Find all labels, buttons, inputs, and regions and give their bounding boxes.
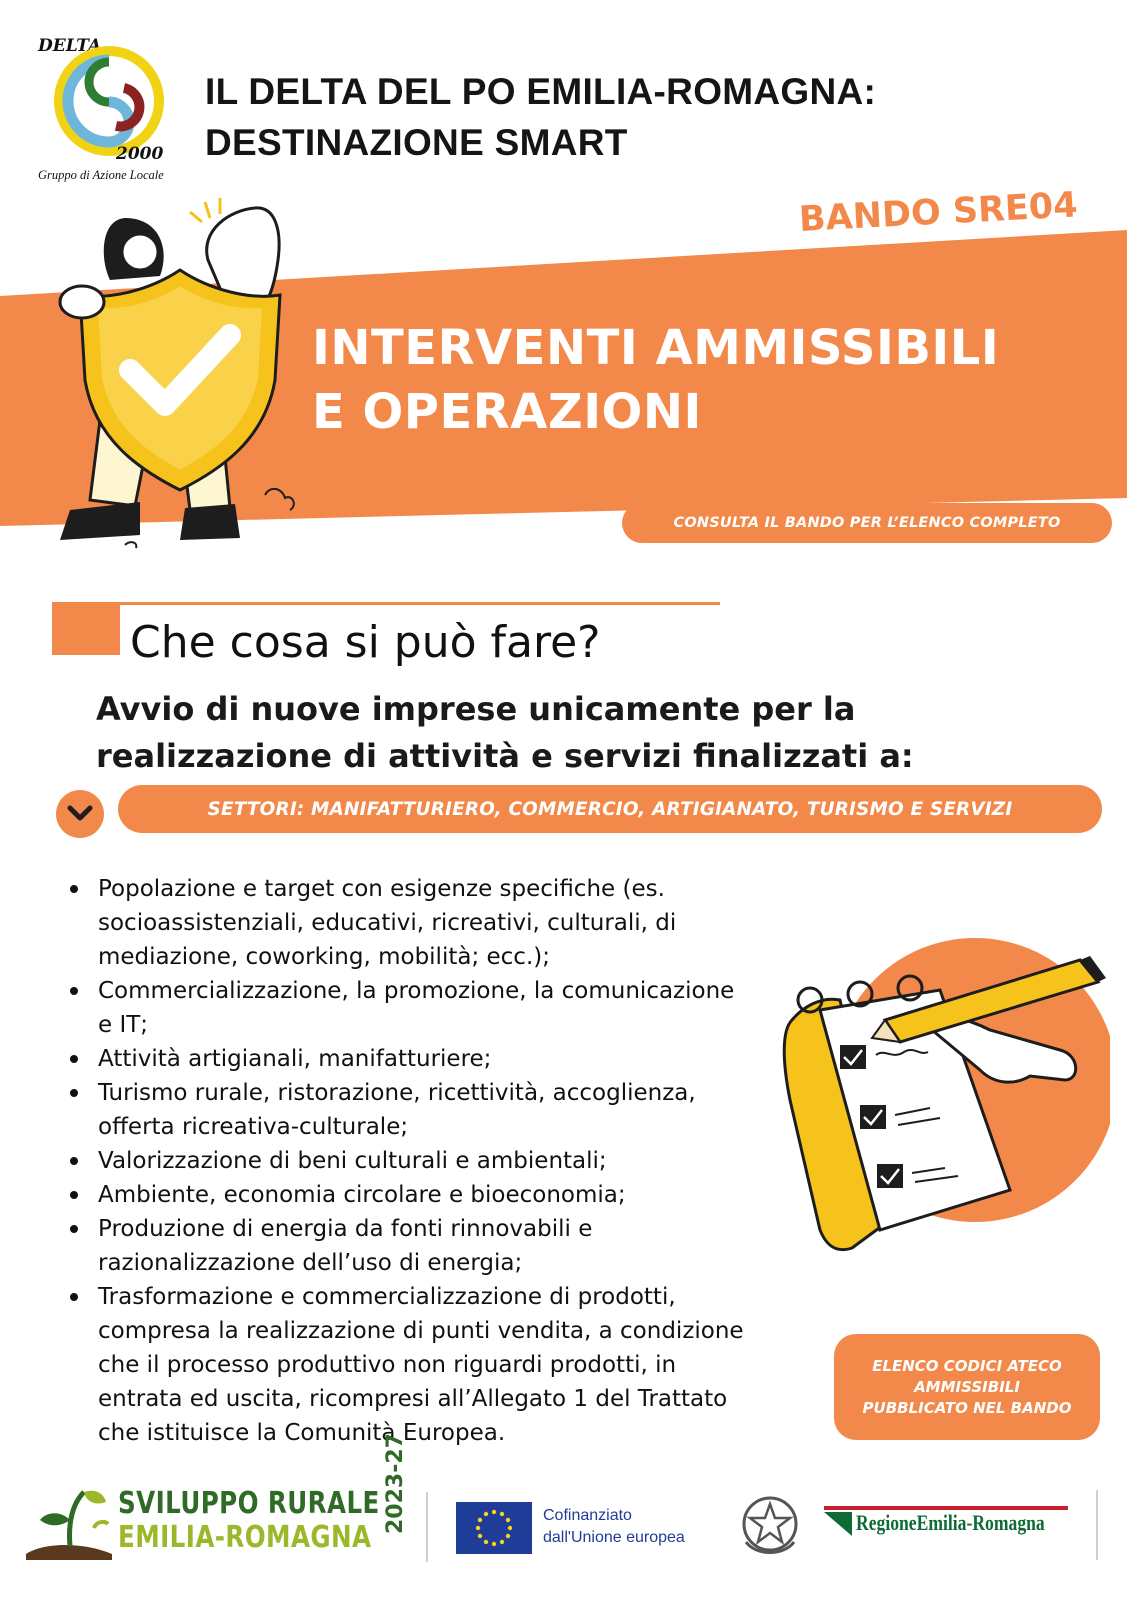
bando-label: BANDO SRE04: [798, 185, 1079, 240]
list-item-line: mediazione, coworking, mobilità; ecc.);: [98, 944, 550, 970]
eu-flag-icon: [456, 1502, 532, 1554]
checklist-pencil-illustration: [780, 930, 1110, 1270]
eu-line2: dall'Unione europea: [543, 1529, 685, 1546]
sviluppo-rurale-logo: [118, 1487, 380, 1555]
band-title-line2: E OPERAZIONI: [312, 384, 702, 440]
bullet-icon: [70, 1055, 78, 1063]
list-item: [62, 1076, 822, 1144]
bullet-icon: [70, 885, 78, 893]
ateco-pill: [834, 1334, 1100, 1440]
list-item-line: Produzione di energia da fonti rinnovabili e: [98, 1216, 593, 1242]
list-item-line: socioassistenziali, educativi, ricreativi, culturali, di: [98, 910, 677, 936]
list-item-line: Popolazione e target con esigenze specifiche (es.: [98, 876, 665, 902]
settori-pill: SETTORI: MANIFATTURIERO, COMMERCIO, ARTIGIANATO, TURISMO E SERVIZI: [118, 785, 1102, 833]
list-item: [62, 1280, 822, 1450]
list-item: [62, 1144, 822, 1178]
eu-stars: [456, 1502, 532, 1554]
section-heading: Che cosa si può fare?: [130, 617, 601, 668]
band-title-line1: INTERVENTI AMMISSIBILI: [312, 320, 1000, 376]
list-item-line: entrata ed uscita, ricompresi all’Allegato 1 del Trattato: [98, 1386, 728, 1412]
list-item: [62, 1212, 822, 1280]
list-item-line: Trasformazione e commercializzazione di prodotti,: [98, 1284, 676, 1310]
page-title-line2: DESTINAZIONE SMART: [205, 122, 628, 163]
page-title-line1: IL DELTA DEL PO EMILIA-ROMAGNA:: [205, 71, 877, 112]
srl-line1: SVILUPPO RURALE: [118, 1486, 380, 1521]
chevron-glyph: [67, 805, 93, 823]
eu-line1: Cofinanziato: [543, 1507, 632, 1524]
interventi-list: [62, 872, 822, 1450]
list-item: [62, 1042, 822, 1076]
consulta-bando-pill: CONSULTA IL BANDO PER L’ELENCO COMPLETO: [622, 503, 1112, 543]
section-intro: [96, 686, 914, 780]
chevron-down-icon: [56, 790, 104, 838]
bullet-icon: [70, 1225, 78, 1233]
list-item-line: Turismo rurale, ristorazione, ricettività, accoglienza,: [98, 1080, 696, 1106]
shield-check-illustration: [30, 190, 330, 560]
eu-cofinanced-text: [543, 1505, 685, 1549]
region-name: RegioneEmilia-Romagna: [856, 1510, 1045, 1535]
list-item-line: offerta ricreativa-culturale;: [98, 1114, 409, 1140]
section-marker: [52, 605, 120, 655]
sprout-logo: [24, 1484, 114, 1560]
italian-emblem-icon: [738, 1490, 802, 1562]
region-mark: [824, 1512, 852, 1536]
srl-line2: EMILIA-ROMAGNA: [118, 1520, 372, 1555]
footer-divider-right: [1096, 1490, 1098, 1560]
list-item-line: razionalizzazione dell’uso di energia;: [98, 1250, 523, 1276]
list-item-line: che istituisce la Comunità Europea.: [98, 1420, 506, 1446]
bullet-icon: [70, 1157, 78, 1165]
ateco-line3: PUBBLICATO NEL BANDO: [862, 1398, 1072, 1417]
list-item: [62, 974, 822, 1042]
list-item: [62, 1178, 822, 1212]
list-item-line: Valorizzazione di beni culturali e ambientali;: [98, 1148, 607, 1174]
band-title: [312, 316, 999, 444]
bullet-icon: [70, 1293, 78, 1301]
section-intro-line1: Avvio di nuove imprese unicamente per la: [96, 690, 856, 728]
ateco-line1: ELENCO CODICI ATECO: [872, 1356, 1062, 1375]
section-rule: [52, 602, 720, 605]
list-item-line: Attività artigianali, manifatturiere;: [98, 1046, 492, 1072]
section-intro-line2: realizzazione di attività e servizi finalizzati a:: [96, 737, 914, 775]
list-item-line: compresa la realizzazione di punti vendita, a condizione: [98, 1318, 744, 1344]
bullet-icon: [70, 1089, 78, 1097]
logo-year: 2000: [116, 144, 164, 164]
footer-divider: [426, 1492, 428, 1562]
logo-word: DELTA: [38, 36, 102, 56]
srl-year: 2023-27: [383, 1433, 408, 1534]
list-item-line: Commercializzazione, la promozione, la comunicazione: [98, 978, 735, 1004]
list-item: [62, 872, 822, 974]
list-item-line: che il processo produttivo non riguardi prodotti, in: [98, 1352, 677, 1378]
logo-subtitle: Gruppo di Azione Locale: [38, 168, 164, 182]
list-item-line: Ambiente, economia circolare e bioeconomia;: [98, 1182, 626, 1208]
ateco-line2: AMMISSIBILI: [914, 1377, 1020, 1396]
bullet-icon: [70, 1191, 78, 1199]
list-item-line: e IT;: [98, 1012, 149, 1038]
bullet-icon: [70, 987, 78, 995]
